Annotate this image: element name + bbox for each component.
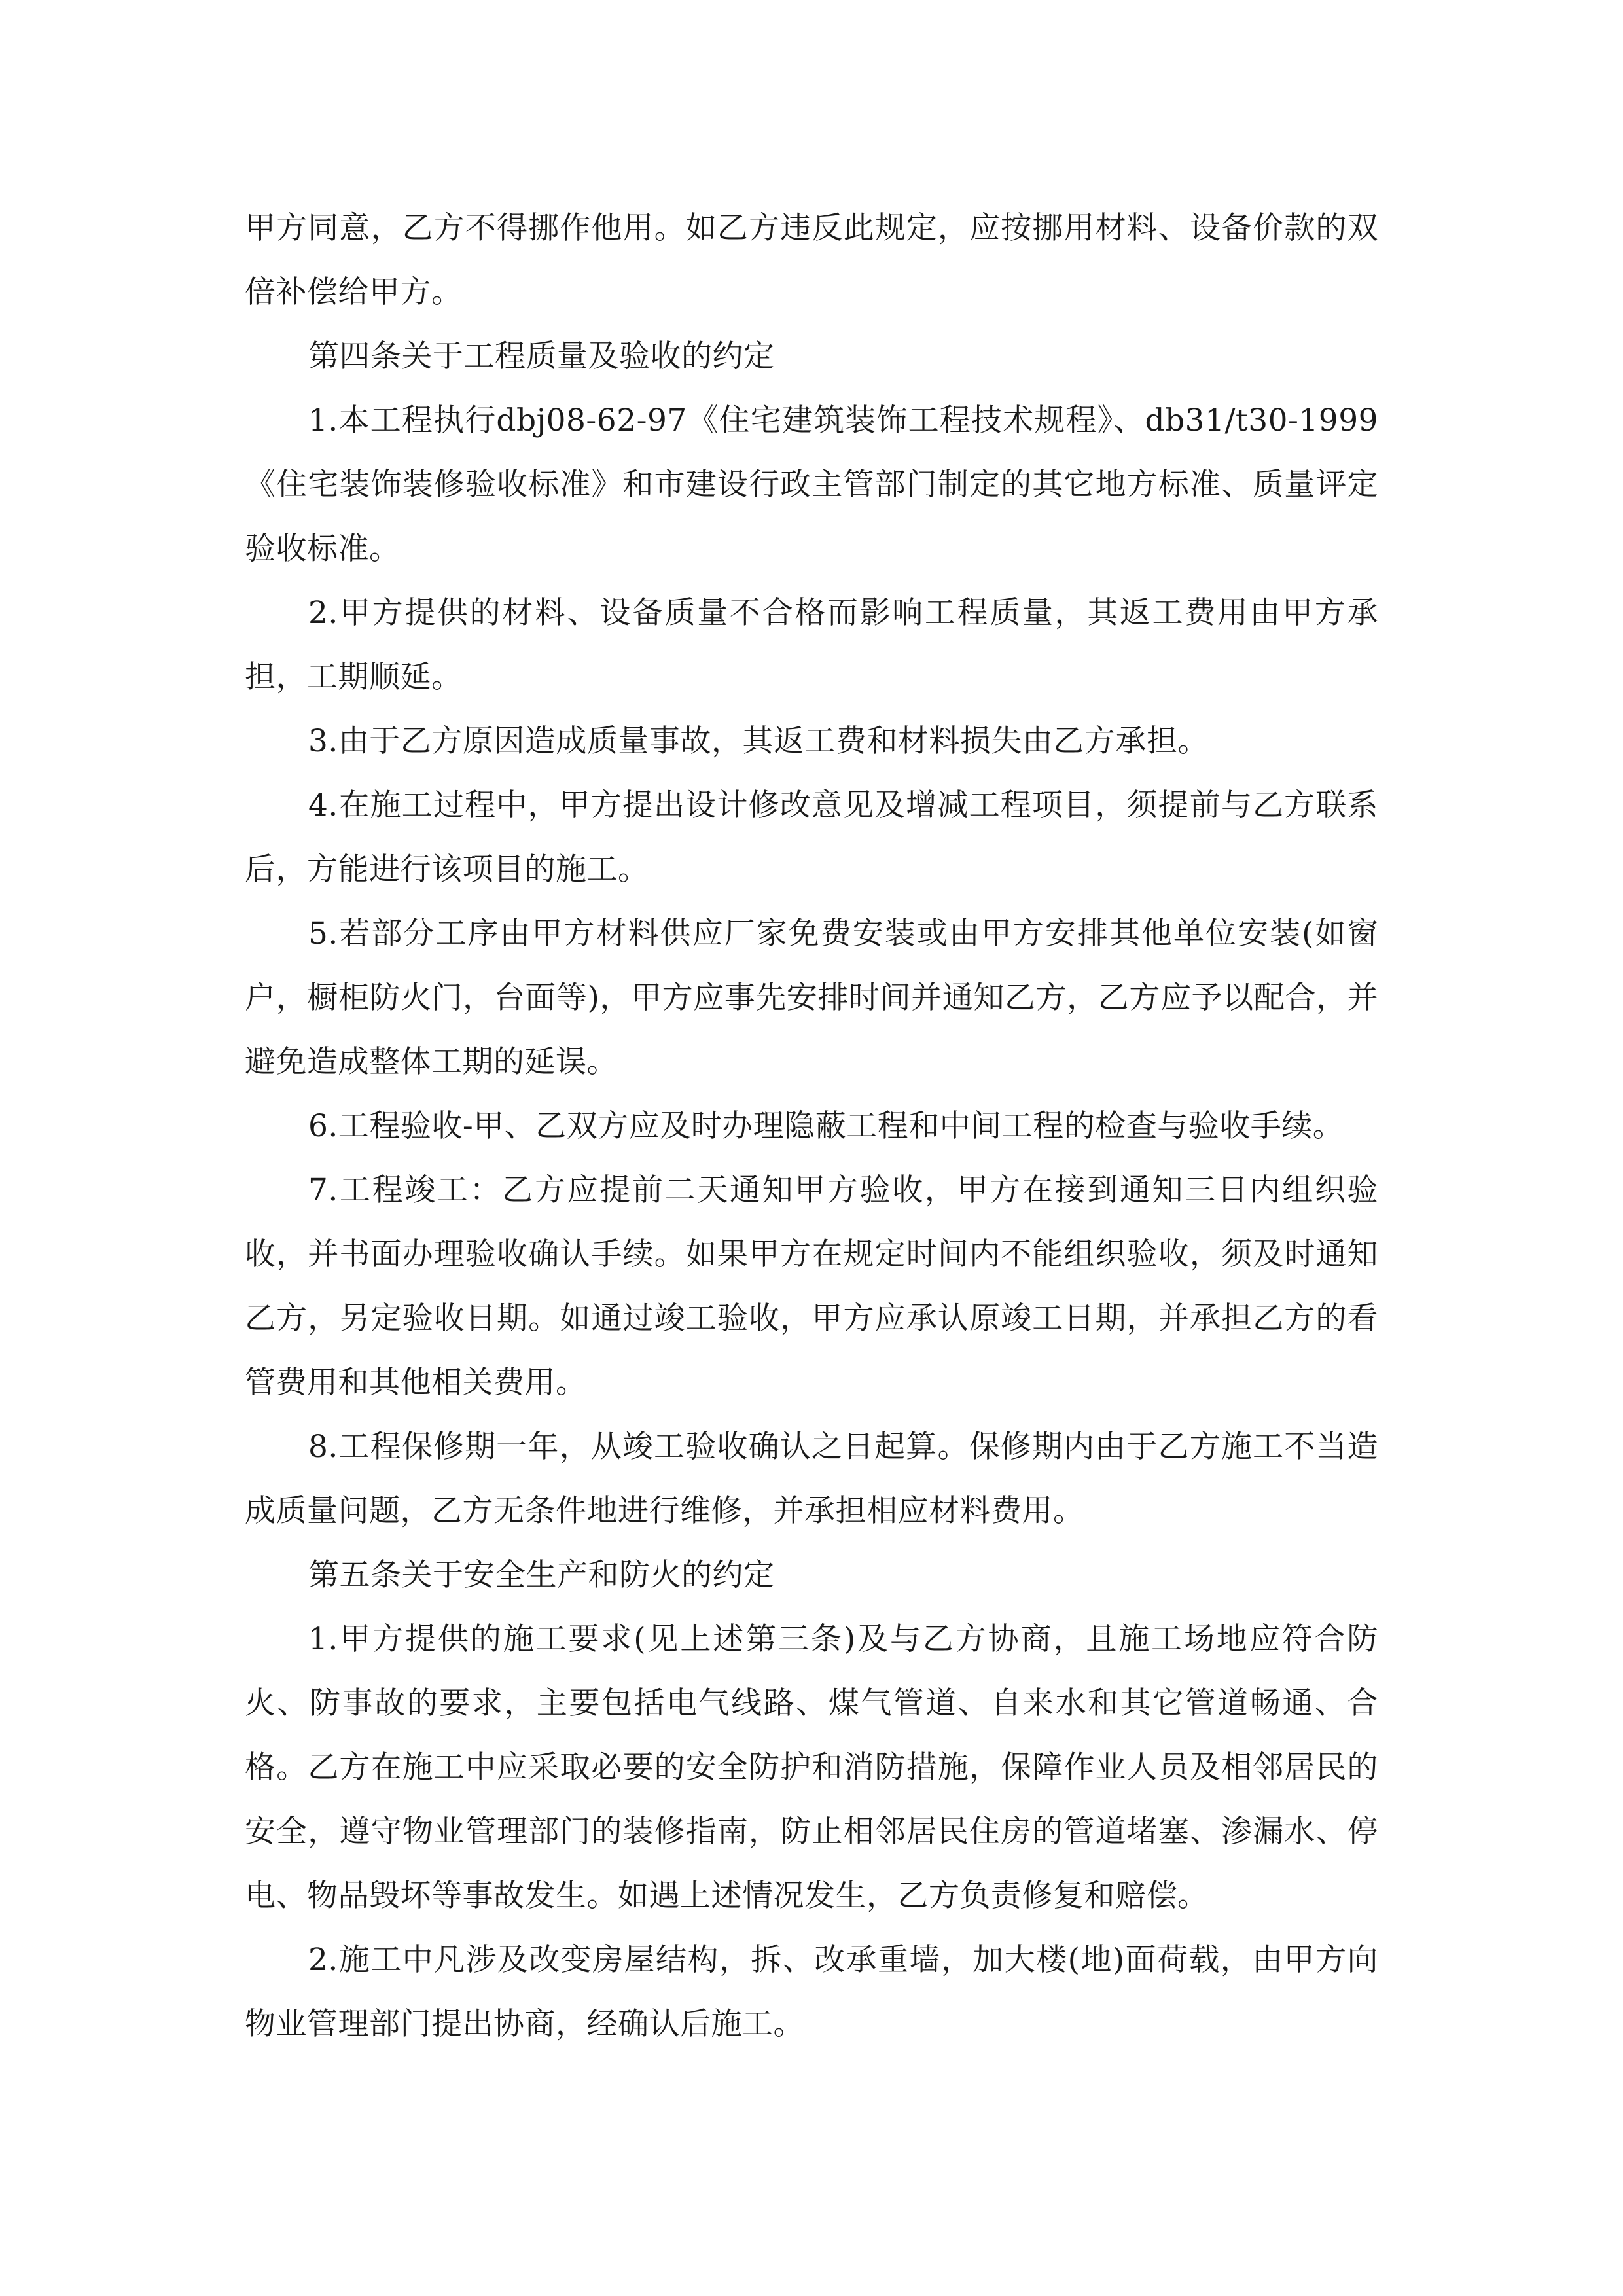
clause-4-1: 1.本工程执行dbj08-62-97《住宅建筑装饰工程技术规程》、db31/t30-1999《住宅装饰装修验收标准》和市建设行政主管部门制定的其它地方标准、质量评定验收标准。 bbox=[245, 403, 1378, 567]
clause-4-8: 8.工程保修期一年，从竣工验收确认之日起算。保修期内由于乙方施工不当造成质量问题，乙方无条件地进行维修，并承担相应材料费用。 bbox=[245, 1429, 1378, 1529]
clause-5-2: 2.施工中凡涉及改变房屋结构，拆、改承重墙，加大楼(地)面荷载，由甲方向物业管理部门提出协商，经确认后施工。 bbox=[245, 1942, 1378, 2042]
section-heading-article-4: 第四条关于工程质量及验收的约定 bbox=[308, 338, 775, 374]
paragraph-continuation: 甲方同意，乙方不得挪作他用。如乙方违反此规定，应按挪用材料、设备价款的双倍补偿给甲方。 bbox=[245, 210, 1378, 310]
clause-5-1: 1.甲方提供的施工要求(见上述第三条)及与乙方协商，且施工场地应符合防火、防事故的要求，主要包括电气线路、煤气管道、自来水和其它管道畅通、合格。乙方在施工中应采取必要的安全防护和消防措施，保障作业人员及相邻居民的安全，遵守物业管理部门的装修指南，防止相邻居民住房的管道堵塞、渗漏水、停电、物品毁坏等事故发生。如遇上述情况发生，乙方负责修复和赔偿。 bbox=[245, 1621, 1378, 1914]
clause-4-6: 6.工程验收-甲、乙双方应及时办理隐蔽工程和中间工程的检查与验收手续。 bbox=[308, 1108, 1344, 1144]
clause-4-7: 7.工程竣工：乙方应提前二天通知甲方验收，甲方在接到通知三日内组织验收，并书面办理验收确认手续。如果甲方在规定时间内不能组织验收，须及时通知乙方，另定验收日期。如通过竣工验收，甲方应承认原竣工日期，并承担乙方的看管费用和其他相关费用。 bbox=[245, 1172, 1378, 1401]
clause-4-4: 4.在施工过程中，甲方提出设计修改意见及增减工程项目，须提前与乙方联系后，方能进行该项目的施工。 bbox=[245, 787, 1378, 888]
clause-4-2: 2.甲方提供的材料、设备质量不合格而影响工程质量，其返工费用由甲方承担，工期顺延。 bbox=[245, 595, 1378, 695]
clause-4-5: 5.若部分工序由甲方材料供应厂家免费安装或由甲方安排其他单位安装(如窗户，橱柜防火门，台面等)，甲方应事先安排时间并通知乙方，乙方应予以配合，并避免造成整体工期的延误。 bbox=[245, 916, 1378, 1080]
section-heading-article-5: 第五条关于安全生产和防火的约定 bbox=[308, 1557, 775, 1593]
document-body bbox=[245, 196, 1378, 2056]
clause-4-3: 3.由于乙方原因造成质量事故，其返工费和材料损失由乙方承担。 bbox=[308, 723, 1209, 759]
